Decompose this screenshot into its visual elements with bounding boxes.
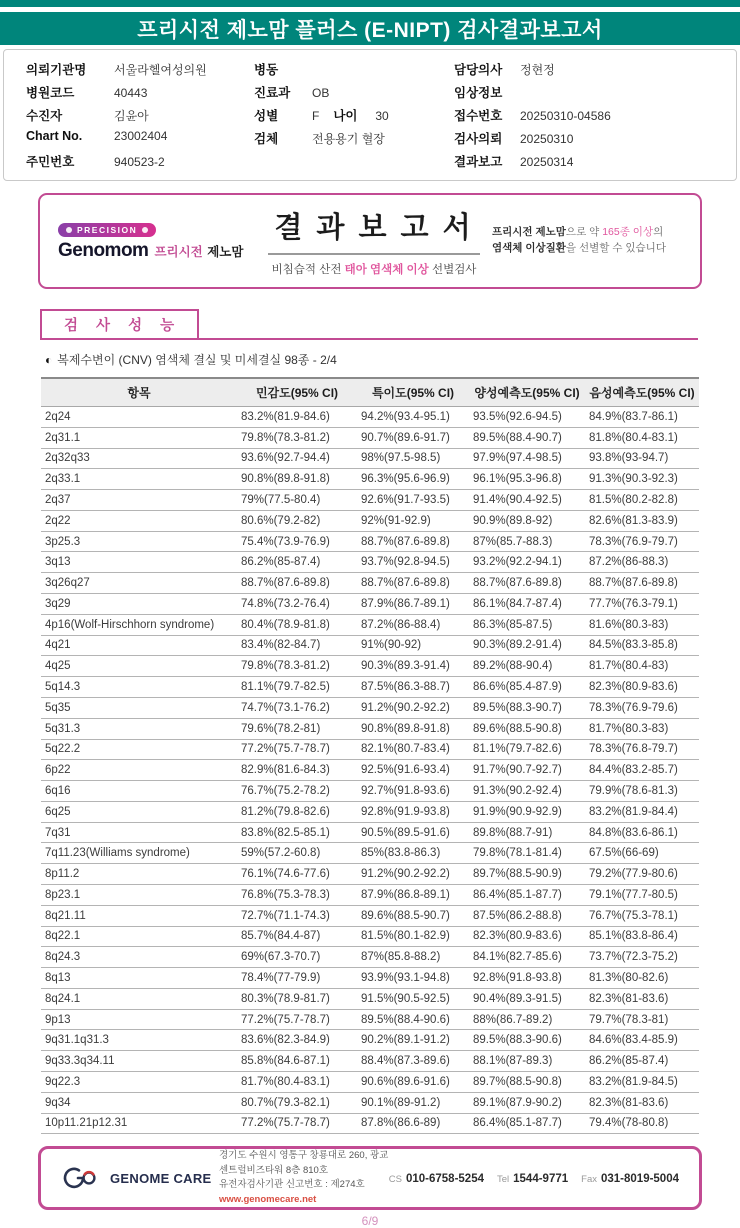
value-cell: 85.8%(84.6-87.1) [237, 1051, 357, 1072]
table-row [41, 718, 699, 739]
value-cell: 81.5%(80.2-82.8) [585, 490, 699, 511]
value-cell: 76.7%(75.3-78.1) [585, 905, 699, 926]
item-cell: 3p25.3 [41, 531, 237, 552]
field-hospital-name [26, 60, 254, 78]
table-row [41, 864, 699, 885]
value-cell: 78.3%(76.9-79.6) [585, 697, 699, 718]
table-row [41, 656, 699, 677]
table-row [41, 1009, 699, 1030]
value-cell: 82.3%(80.9-83.6) [469, 926, 585, 947]
field-value: 정현정 [520, 63, 555, 77]
patient-info-right-column [454, 60, 736, 170]
value-cell: 76.8%(75.3-78.3) [237, 884, 357, 905]
value-cell: 81.7%(80.3-83) [585, 718, 699, 739]
value-cell: 86.2%(85-87.4) [585, 1051, 699, 1072]
genomom-korean-name: 프리시전 제노맘 [154, 245, 244, 259]
report-title-block [256, 205, 492, 277]
value-cell: 93.9%(93.1-94.8) [357, 968, 469, 989]
value-cell: 77.7%(76.3-79.1) [585, 594, 699, 615]
value-cell: 86.6%(85.4-87.9) [469, 677, 585, 698]
genome-care-logo-icon [61, 1164, 103, 1192]
table-caption [45, 351, 740, 368]
table-row [41, 427, 699, 448]
value-cell: 98%(97.5-98.5) [357, 448, 469, 469]
value-cell: 82.3%(81-83.6) [585, 1092, 699, 1113]
value-cell: 88.1%(87-89.3) [469, 1051, 585, 1072]
value-cell: 91.2%(90.2-92.2) [357, 697, 469, 718]
value-cell: 89.2%(88-90.4) [469, 656, 585, 677]
item-cell: 8q24.1 [41, 988, 237, 1009]
value-cell: 93.7%(92.8-94.5) [357, 552, 469, 573]
report-subtitle: 비침습적 산전 태아 염색체 이상 선별검사 [271, 264, 477, 276]
table-row [41, 760, 699, 781]
item-cell: 5q31.3 [41, 718, 237, 739]
value-cell: 89.5%(88.4-90.6) [357, 1009, 469, 1030]
value-cell: 83.2%(81.9-84.5) [585, 1072, 699, 1093]
value-cell: 87.5%(86.2-88.8) [469, 905, 585, 926]
value-cell: 92%(91-92.9) [357, 510, 469, 531]
value-cell: 76.1%(74.6-77.6) [237, 864, 357, 885]
item-cell: 9q31.1q31.3 [41, 1030, 237, 1051]
value-cell: 76.7%(75.2-78.2) [237, 781, 357, 802]
field-label: 담당의사 [454, 63, 503, 77]
value-cell: 96.3%(95.6-96.9) [357, 469, 469, 490]
badge-label: PRECISION [77, 225, 138, 235]
table-row [41, 614, 699, 635]
footer-panel [38, 1146, 702, 1210]
table-row [41, 1113, 699, 1134]
field-receipt-no [454, 106, 736, 124]
report-title-bar [0, 12, 740, 45]
value-cell: 78.3%(76.9-79.7) [585, 531, 699, 552]
table-row [41, 1072, 699, 1093]
value-cell: 91.4%(90.4-92.5) [469, 490, 585, 511]
value-cell: 93.2%(92.2-94.1) [469, 552, 585, 573]
table-row [41, 407, 699, 428]
column-header-item: 항목 [41, 378, 237, 407]
value-cell: 90.5%(89.5-91.6) [357, 822, 469, 843]
table-row [41, 781, 699, 802]
value-cell: 96.1%(95.3-96.8) [469, 469, 585, 490]
field-value: 20250314 [520, 155, 574, 169]
field-label: 수진자 [26, 109, 63, 123]
half-circle-bullet-icon: ◐ [45, 352, 53, 367]
genome-care-brand [61, 1164, 219, 1192]
field-sex-age [254, 106, 454, 124]
value-cell: 79.8%(78.1-81.4) [469, 843, 585, 864]
value-cell: 85.1%(83.8-86.4) [585, 926, 699, 947]
table-caption-text: 복제수변이 (CNV) 염색체 결실 및 미세결실 98종 - 2/4 [57, 353, 337, 367]
contact-fax: Fax 031-8019-5004 [581, 1173, 679, 1186]
value-cell: 80.3%(78.9-81.7) [237, 988, 357, 1009]
value-cell: 77.2%(75.7-78.7) [237, 739, 357, 760]
value-cell: 87.5%(86.3-88.7) [357, 677, 469, 698]
value-cell: 81.8%(80.4-83.1) [585, 427, 699, 448]
value-cell: 86.1%(84.7-87.4) [469, 594, 585, 615]
contact-tel: Tel 1544-9771 [496, 1173, 569, 1186]
item-cell: 5q35 [41, 697, 237, 718]
field-label: Chart No. [26, 129, 83, 143]
page-title: 프리시전 제노맘 플러스 (E-NIPT) 검사결과보고서 [137, 18, 603, 42]
value-cell: 90.6%(89.6-91.6) [357, 1072, 469, 1093]
value-cell: 83.2%(81.9-84.4) [585, 801, 699, 822]
value-cell: 77.2%(75.7-78.7) [237, 1009, 357, 1030]
value-cell: 86.4%(85.1-87.7) [469, 884, 585, 905]
value-cell: 97.9%(97.4-98.5) [469, 448, 585, 469]
value-cell: 90.2%(89.1-91.2) [357, 1030, 469, 1051]
value-cell: 83.4%(82-84.7) [237, 635, 357, 656]
value-cell: 85%(83.8-86.3) [357, 843, 469, 864]
field-report-date [454, 152, 736, 170]
table-row [41, 552, 699, 573]
value-cell: 81.7%(80.4-83) [585, 656, 699, 677]
value-cell: 78.3%(76.8-79.7) [585, 739, 699, 760]
value-cell: 89.1%(87.9-90.2) [469, 1092, 585, 1113]
value-cell: 87.8%(86.6-89) [357, 1113, 469, 1134]
value-cell: 90.9%(89.8-92) [469, 510, 585, 531]
field-value: 20250310 [520, 132, 574, 146]
value-cell: 93.5%(92.6-94.5) [469, 407, 585, 428]
field-label: 검사의뢰 [454, 132, 503, 146]
item-cell: 6p22 [41, 760, 237, 781]
genome-care-name: GENOME CARE [110, 1170, 212, 1186]
badge-dot-icon [142, 227, 148, 233]
value-cell: 90.8%(89.8-91.8) [357, 718, 469, 739]
footer-license: 유전자검사기관 신고번호 : 제274호 [219, 1179, 365, 1191]
item-cell: 9q34 [41, 1092, 237, 1113]
item-cell: 8p23.1 [41, 884, 237, 905]
value-cell: 82.9%(81.6-84.3) [237, 760, 357, 781]
field-value: F [312, 109, 320, 123]
field-department [254, 83, 454, 101]
value-cell: 89.7%(88.5-90.9) [469, 864, 585, 885]
value-cell: 91%(90-92) [357, 635, 469, 656]
value-cell: 92.6%(91.7-93.5) [357, 490, 469, 511]
value-cell: 73.7%(72.3-75.2) [585, 947, 699, 968]
item-cell: 4q21 [41, 635, 237, 656]
item-cell: 2q31.1 [41, 427, 237, 448]
item-cell: 8q13 [41, 968, 237, 989]
table-row [41, 594, 699, 615]
value-cell: 81.6%(80.3-83) [585, 614, 699, 635]
value-cell: 81.1%(79.7-82.6) [469, 739, 585, 760]
table-row [41, 1092, 699, 1113]
field-label: 임상정보 [454, 86, 503, 100]
top-accent-strip [0, 0, 740, 7]
patient-info-middle-column [254, 60, 454, 170]
column-header-ppv: 양성예측도(95% CI) [469, 378, 585, 407]
item-cell: 8q21.11 [41, 905, 237, 926]
genomom-wordmark: Genomom [58, 240, 149, 261]
value-cell: 79.6%(78.2-81) [237, 718, 357, 739]
value-cell: 87%(85.8-88.2) [357, 947, 469, 968]
table-row [41, 843, 699, 864]
field-label: 검체 [254, 132, 279, 146]
value-cell: 81.7%(80.4-83.1) [237, 1072, 357, 1093]
section-heading-performance: 검 사 성 능 [40, 309, 199, 340]
value-cell: 90.7%(89.6-91.7) [357, 427, 469, 448]
value-cell: 67.5%(66-69) [585, 843, 699, 864]
field-clinical-info [454, 83, 736, 101]
value-cell: 79%(77.5-80.4) [237, 490, 357, 511]
item-cell: 6q25 [41, 801, 237, 822]
value-cell: 90.3%(89.3-91.4) [357, 656, 469, 677]
item-cell: 5q14.3 [41, 677, 237, 698]
table-row [41, 926, 699, 947]
value-cell: 72.7%(71.1-74.3) [237, 905, 357, 926]
value-cell: 82.3%(80.9-83.6) [585, 677, 699, 698]
value-cell: 88.7%(87.6-89.8) [357, 573, 469, 594]
value-cell: 80.6%(79.2-82) [237, 510, 357, 531]
item-cell: 9p13 [41, 1009, 237, 1030]
table-header-row [41, 378, 699, 407]
table-row [41, 988, 699, 1009]
value-cell: 91.5%(90.5-92.5) [357, 988, 469, 1009]
value-cell: 69%(67.3-70.7) [237, 947, 357, 968]
value-cell: 88.7%(87.6-89.8) [357, 531, 469, 552]
table-row [41, 1030, 699, 1051]
item-cell: 2q37 [41, 490, 237, 511]
item-cell: 6q16 [41, 781, 237, 802]
field-value: 23002404 [114, 129, 168, 143]
value-cell: 75.4%(73.9-76.9) [237, 531, 357, 552]
field-label: 접수번호 [454, 109, 503, 123]
item-cell: 2q33.1 [41, 469, 237, 490]
value-cell: 87.9%(86.7-89.1) [357, 594, 469, 615]
value-cell: 85.7%(84.4-87) [237, 926, 357, 947]
value-cell: 84.9%(83.7-86.1) [585, 407, 699, 428]
value-cell: 79.8%(78.3-81.2) [237, 656, 357, 677]
genomom-brand-block [58, 220, 256, 262]
value-cell: 87.2%(86-88.3) [585, 552, 699, 573]
value-cell: 91.7%(90.7-92.7) [469, 760, 585, 781]
value-cell: 93.6%(92.7-94.4) [237, 448, 357, 469]
table-row [41, 490, 699, 511]
table-row [41, 573, 699, 594]
field-label: 나이 [333, 109, 358, 123]
item-cell: 9q22.3 [41, 1072, 237, 1093]
value-cell: 89.5%(88.4-90.7) [469, 427, 585, 448]
item-cell: 3q26q27 [41, 573, 237, 594]
column-header-sensitivity: 민감도(95% CI) [237, 378, 357, 407]
field-chart-no [26, 129, 254, 147]
table-row [41, 801, 699, 822]
value-cell: 91.9%(90.9-92.9) [469, 801, 585, 822]
value-cell: 74.7%(73.1-76.2) [237, 697, 357, 718]
value-cell: 90.4%(89.3-91.5) [469, 988, 585, 1009]
field-value: 30 [375, 109, 389, 123]
section-divider [40, 309, 698, 340]
table-row [41, 677, 699, 698]
value-cell: 83.8%(82.5-85.1) [237, 822, 357, 843]
report-note: 프리시전 제노맘으로 약 165종 이상의 염색체 이상질환을 선별할 수 있습니다 [492, 226, 666, 254]
value-cell: 87.9%(86.8-89.1) [357, 884, 469, 905]
patient-info-panel [3, 49, 737, 181]
table-row [41, 822, 699, 843]
value-cell: 82.3%(81-83.6) [585, 988, 699, 1009]
field-doctor [454, 60, 736, 78]
value-cell: 92.8%(91.9-93.8) [357, 801, 469, 822]
footer-address: 경기도 수원시 영통구 창룡대로 260, 광교 센트럴비즈타워 8층 810호 [219, 1149, 389, 1176]
value-cell: 79.9%(78.6-81.3) [585, 781, 699, 802]
field-label: 병원코드 [26, 86, 75, 100]
value-cell: 81.2%(79.8-82.6) [237, 801, 357, 822]
value-cell: 88.7%(87.6-89.8) [585, 573, 699, 594]
value-cell: 84.8%(83.6-86.1) [585, 822, 699, 843]
footer-address-block [219, 1149, 389, 1208]
value-cell: 79.1%(77.7-80.5) [585, 884, 699, 905]
page-number: 6/9 [361, 1214, 379, 1228]
value-cell: 88.4%(87.3-89.6) [357, 1051, 469, 1072]
value-cell: 94.2%(93.4-95.1) [357, 407, 469, 428]
value-cell: 78.4%(77-79.9) [237, 968, 357, 989]
badge-dot-icon [66, 227, 72, 233]
value-cell: 89.5%(88.3-90.6) [469, 1030, 585, 1051]
field-label: 의뢰기관명 [26, 63, 87, 77]
field-ward [254, 60, 454, 78]
table-row [41, 905, 699, 926]
value-cell: 92.5%(91.6-93.4) [357, 760, 469, 781]
item-cell: 3q29 [41, 594, 237, 615]
item-cell: 9q33.3q34.11 [41, 1051, 237, 1072]
footer-contacts [389, 1169, 679, 1187]
field-value: 20250310-04586 [520, 109, 611, 123]
table-row [41, 510, 699, 531]
item-cell: 2q32q33 [41, 448, 237, 469]
performance-table [41, 377, 699, 1134]
performance-table-body [41, 407, 699, 1134]
field-label: 진료과 [254, 86, 291, 100]
value-cell: 87.2%(86-88.4) [357, 614, 469, 635]
value-cell: 88.7%(87.6-89.8) [237, 573, 357, 594]
field-value: 전용용기 혈장 [312, 132, 385, 146]
contact-cs: CS 010-6758-5254 [388, 1173, 484, 1186]
item-cell: 8p11.2 [41, 864, 237, 885]
field-value: OB [312, 86, 330, 100]
value-cell: 79.7%(78.3-81) [585, 1009, 699, 1030]
value-cell: 80.4%(78.9-81.8) [237, 614, 357, 635]
value-cell: 91.3%(90.2-92.4) [469, 781, 585, 802]
value-cell: 88.7%(87.6-89.8) [469, 573, 585, 594]
field-value: 940523-2 [114, 155, 165, 169]
value-cell: 90.1%(89-91.2) [357, 1092, 469, 1113]
table-row [41, 1051, 699, 1072]
value-cell: 91.3%(90.3-92.3) [585, 469, 699, 490]
item-cell: 2q24 [41, 407, 237, 428]
value-cell: 84.5%(83.3-85.8) [585, 635, 699, 656]
field-resident-id [26, 152, 254, 170]
item-cell: 3q13 [41, 552, 237, 573]
value-cell: 83.2%(81.9-84.6) [237, 407, 357, 428]
item-cell: 7q11.23(Williams syndrome) [41, 843, 237, 864]
field-hospital-code [26, 83, 254, 101]
table-row [41, 968, 699, 989]
report-title: 결 과 보 고 서 [268, 205, 479, 255]
value-cell: 86.4%(85.1-87.7) [469, 1113, 585, 1134]
table-row [41, 531, 699, 552]
item-cell: 4q25 [41, 656, 237, 677]
item-cell: 8q24.3 [41, 947, 237, 968]
value-cell: 88%(86.7-89.2) [469, 1009, 585, 1030]
value-cell: 93.8%(93-94.7) [585, 448, 699, 469]
value-cell: 84.1%(82.7-85.6) [469, 947, 585, 968]
value-cell: 81.3%(80-82.6) [585, 968, 699, 989]
value-cell: 83.6%(82.3-84.9) [237, 1030, 357, 1051]
field-label: 주민번호 [26, 155, 75, 169]
value-cell: 89.8%(88.7-91) [469, 822, 585, 843]
table-row [41, 697, 699, 718]
value-cell: 92.7%(91.8-93.6) [357, 781, 469, 802]
item-cell: 8q22.1 [41, 926, 237, 947]
value-cell: 82.6%(81.3-83.9) [585, 510, 699, 531]
field-specimen [254, 129, 454, 147]
value-cell: 80.7%(79.3-82.1) [237, 1092, 357, 1113]
column-header-specificity: 특이도(95% CI) [357, 378, 469, 407]
precision-badge [58, 223, 156, 237]
field-label: 병동 [254, 63, 279, 77]
item-cell: 5q22.2 [41, 739, 237, 760]
table-row [41, 635, 699, 656]
field-value: 서울라헬여성의원 [114, 63, 207, 77]
field-label: 결과보고 [454, 155, 503, 169]
value-cell: 59%(57.2-60.8) [237, 843, 357, 864]
value-cell: 87%(85.7-88.3) [469, 531, 585, 552]
table-row [41, 448, 699, 469]
item-cell: 7q31 [41, 822, 237, 843]
value-cell: 79.4%(78-80.8) [585, 1113, 699, 1134]
website-link[interactable]: www.genomecare.net [219, 1194, 317, 1206]
value-cell: 81.1%(79.7-82.5) [237, 677, 357, 698]
field-request-date [454, 129, 736, 147]
table-row [41, 469, 699, 490]
value-cell: 90.8%(89.8-91.8) [237, 469, 357, 490]
value-cell: 82.1%(80.7-83.4) [357, 739, 469, 760]
value-cell: 90.3%(89.2-91.4) [469, 635, 585, 656]
value-cell: 91.2%(90.2-92.2) [357, 864, 469, 885]
value-cell: 92.8%(91.8-93.8) [469, 968, 585, 989]
value-cell: 77.2%(75.7-78.7) [237, 1113, 357, 1134]
item-cell: 2q22 [41, 510, 237, 531]
table-row [41, 884, 699, 905]
value-cell: 89.6%(88.5-90.8) [469, 718, 585, 739]
column-header-npv: 음성예측도(95% CI) [585, 378, 699, 407]
item-cell: 4p16(Wolf-Hirschhorn syndrome) [41, 614, 237, 635]
value-cell: 84.4%(83.2-85.7) [585, 760, 699, 781]
value-cell: 84.6%(83.4-85.9) [585, 1030, 699, 1051]
value-cell: 86.3%(85-87.5) [469, 614, 585, 635]
value-cell: 89.5%(88.3-90.7) [469, 697, 585, 718]
table-row [41, 739, 699, 760]
value-cell: 79.2%(77.9-80.6) [585, 864, 699, 885]
field-patient-name [26, 106, 254, 124]
field-value: 40443 [114, 86, 148, 100]
value-cell: 86.2%(85-87.4) [237, 552, 357, 573]
table-row [41, 947, 699, 968]
value-cell: 79.8%(78.3-81.2) [237, 427, 357, 448]
patient-info-left-column [26, 60, 254, 170]
field-value: 김윤아 [114, 109, 149, 123]
value-cell: 89.6%(88.5-90.7) [357, 905, 469, 926]
value-cell: 74.8%(73.2-76.4) [237, 594, 357, 615]
value-cell: 89.7%(88.5-90.8) [469, 1072, 585, 1093]
field-label: 성별 [254, 109, 279, 123]
report-header-box [38, 193, 702, 289]
value-cell: 81.5%(80.1-82.9) [357, 926, 469, 947]
item-cell: 10p11.21p12.31 [41, 1113, 237, 1134]
